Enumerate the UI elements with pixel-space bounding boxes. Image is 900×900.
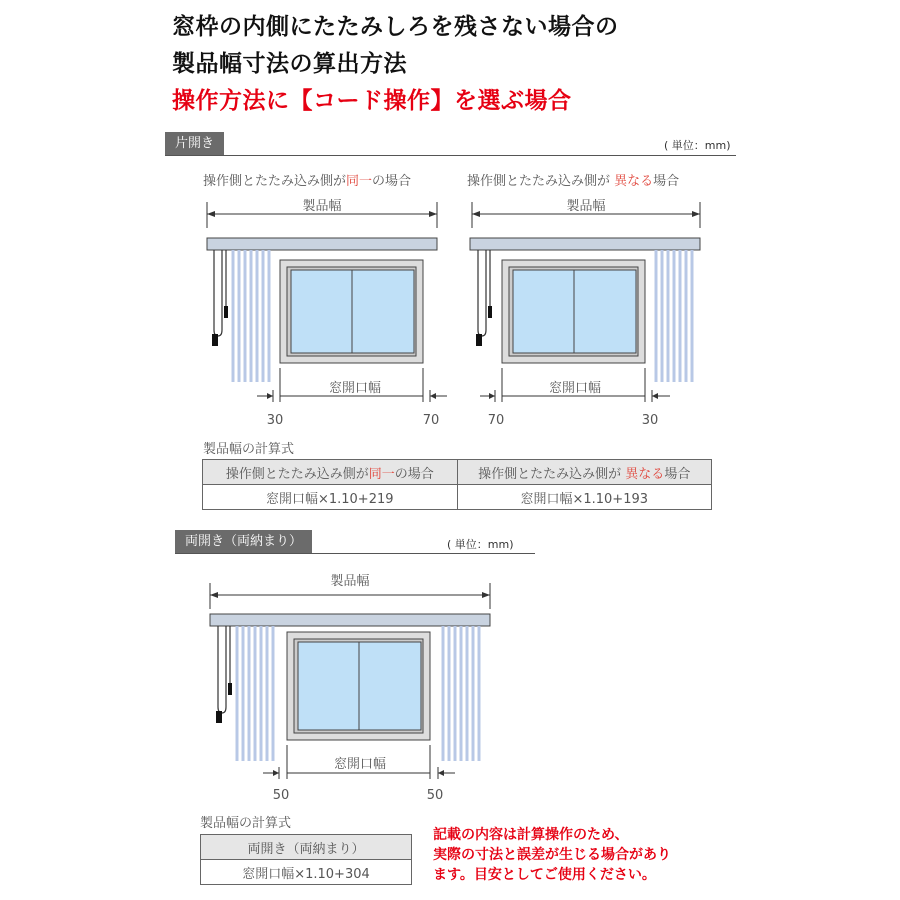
window-width-label: 窓開口幅: [548, 381, 602, 396]
formula-head-different: 操作側とたたみ込み側が 異なる場合: [457, 460, 712, 485]
disclaimer-note: [433, 825, 671, 885]
note-line: ます。目安としてご使用ください。: [433, 867, 656, 883]
head-rail: [210, 614, 490, 626]
head-rail: [207, 238, 437, 250]
caption-highlight: 同一: [346, 174, 373, 189]
page-title-line2: 製品幅寸法の算出方法: [172, 51, 407, 77]
product-width-label: 製品幅: [302, 199, 342, 214]
margin-right-label: 30: [641, 413, 659, 428]
formula-table-double: [200, 834, 412, 885]
section-tab-single: 片開き: [165, 132, 224, 156]
product-width-label: 製品幅: [566, 199, 606, 214]
section-divider: [175, 553, 535, 554]
head-rail: [470, 238, 700, 250]
caption-text: 操作側とたたみ込み側が: [203, 174, 347, 189]
caption-same-side: [203, 170, 411, 189]
formula-value-double: 窓開口幅×1.10+304: [201, 860, 412, 885]
caption-text: の場合: [372, 174, 412, 189]
formula-value-same: 窓開口幅×1.10+219: [203, 485, 458, 510]
window-width-label: 窓開口幅: [328, 381, 382, 396]
formula-title: 製品幅の計算式: [203, 442, 295, 457]
caption-text: 場合: [653, 174, 680, 189]
page-title-line1: 窓枠の内側にたたみしろを残さない場合の: [172, 14, 619, 40]
page-title-line3: 操作方法に【コード操作】を選ぶ場合: [172, 88, 572, 114]
caption-highlight: 異なる: [614, 174, 654, 189]
section-tab-double: 両開き（両納まり）: [175, 530, 312, 554]
note-line: 実際の寸法と誤差が生じる場合があり: [433, 847, 671, 863]
formula-head-same: 操作側とたたみ込み側が同一の場合: [203, 460, 458, 485]
margin-left-label: 50: [272, 788, 290, 803]
margin-left-label: 70: [487, 413, 505, 428]
product-width-label: 製品幅: [330, 574, 370, 589]
window-width-label: 窓開口幅: [333, 757, 387, 772]
formula-title: 製品幅の計算式: [200, 816, 292, 831]
formula-head-double: 両開き（両納まり）: [201, 835, 412, 860]
caption-different-side: [467, 170, 679, 189]
margin-right-label: 50: [426, 788, 444, 803]
diagram-same-side: [195, 190, 455, 430]
caption-text: 操作側とたたみ込み側が: [467, 174, 615, 189]
margin-left-label: 30: [266, 413, 284, 428]
diagram-double: [195, 565, 505, 805]
formula-value-different: 窓開口幅×1.10+193: [457, 485, 712, 510]
formula-table-single: [202, 459, 712, 510]
section-divider: [165, 155, 736, 156]
unit-label: ( 単位：mm): [664, 139, 731, 152]
diagram-different-side: [460, 190, 720, 430]
note-line: 記載の内容は計算操作のため、: [433, 827, 629, 843]
unit-label: ( 単位：mm): [447, 538, 514, 551]
margin-right-label: 70: [422, 413, 440, 428]
